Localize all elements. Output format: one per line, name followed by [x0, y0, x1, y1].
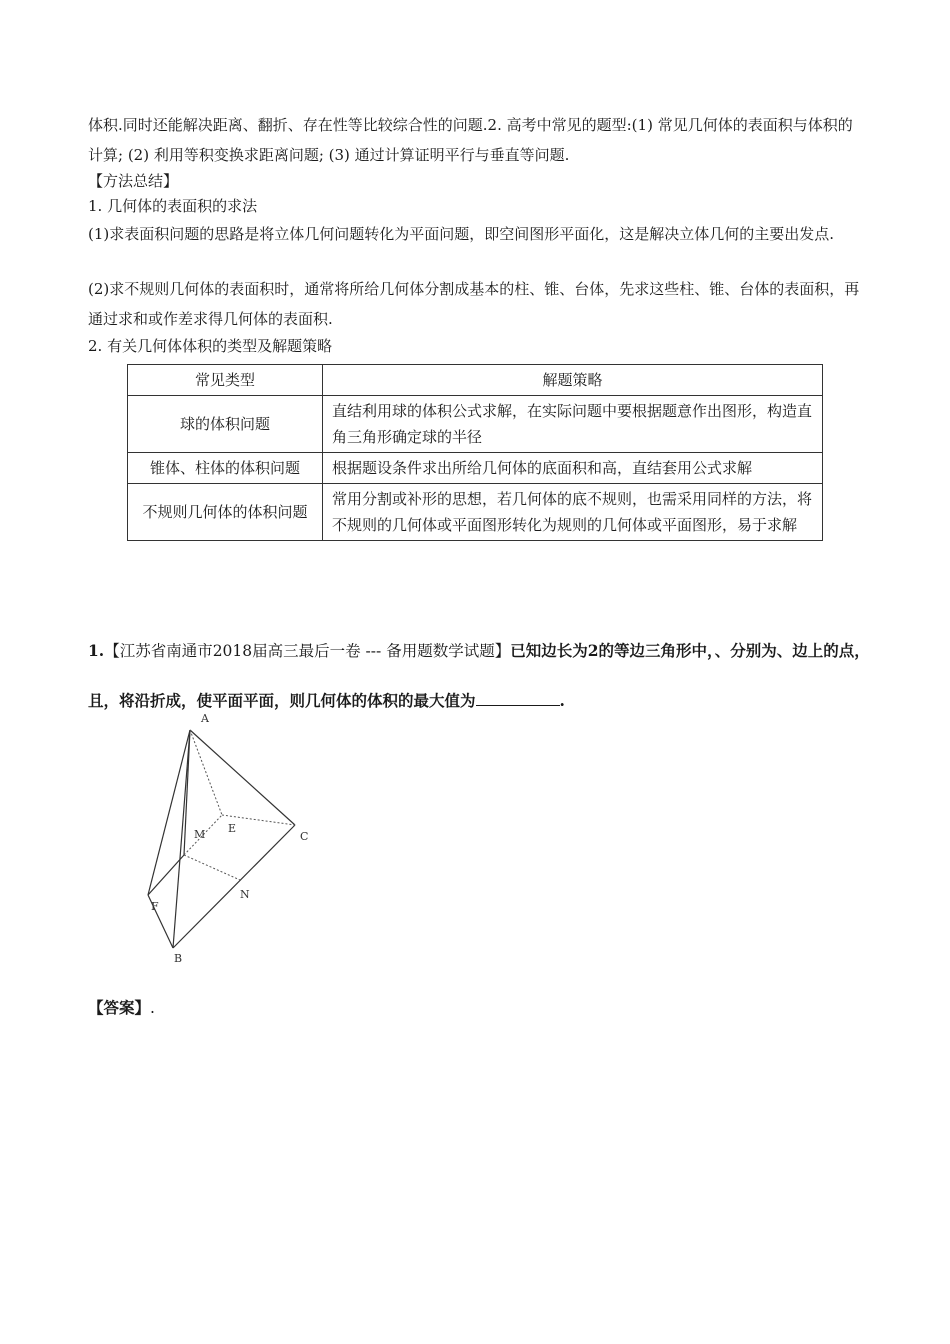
method-summary-heading: 【方法总结】 [88, 172, 179, 190]
volume-types-heading: 2. 有关几何体体积的类型及解题策略 [88, 337, 333, 355]
table-header-strategy: 解题策略 [323, 365, 823, 396]
table-row [128, 453, 823, 484]
question-end: . [559, 691, 565, 710]
table-cell-type: 不规则几何体的体积问题 [128, 484, 323, 541]
table-row [128, 484, 823, 541]
surface-area-heading: 1. 几何体的表面积的求法 [88, 197, 258, 215]
table-cell-strategy: 直结利用球的体积公式求解，在实际问题中要根据题意作出图形，构造直角三角形确定球的半径 [323, 396, 823, 453]
edge-ae-hidden [190, 730, 222, 815]
table-cell-type: 球的体积问题 [128, 396, 323, 453]
vertex-label-n: N [240, 888, 250, 901]
table-cell-type: 锥体、柱体的体积问题 [128, 453, 323, 484]
vertex-label-f: F [151, 900, 159, 913]
vertex-label-e: E [228, 822, 237, 835]
vertex-label-c: C [300, 830, 309, 843]
table-row [128, 396, 823, 453]
pyramid-figure [140, 705, 320, 970]
answer-label: 【答案】 [88, 998, 151, 1017]
question-number: 1. [88, 641, 105, 660]
surface-area-point-2: (2)求不规则几何体的表面积时，通常将所给几何体分割成基本的柱、锥、台体，先求这些柱、锥、台体的表面积，再通过求和或作差求得几何体的表面积. [88, 280, 860, 328]
intro-paragraph: 体积.同时还能解决距离、翻折、存在性等比较综合性的问题.2. 高考中常见的题型:(1) 常见几何体的表面积与体积的计算; (2) 利用等积变换求距离问题; (3) 通过计算证明平行与垂直等问题. [88, 116, 853, 164]
table-header-type: 常见类型 [128, 365, 323, 396]
vertex-label-m: M [194, 828, 206, 841]
vertex-label-b: B [174, 952, 183, 965]
question-text: 已知边长为2的等边三角形中，、分别为、边上的点，且，将沿折成，使平面平面，则几何体的体积的最大值为 [88, 641, 870, 710]
answer-line [88, 996, 155, 1020]
table-header-row [128, 365, 823, 396]
answer-text: . [150, 999, 155, 1017]
question-source: 【江苏省南通市2018届高三最后一卷 --- 备用题数学试题】 [104, 642, 511, 660]
table-cell-strategy: 常用分割或补形的思想，若几何体的底不规则，也需采用同样的方法，将不规则的几何体或平面图形转化为规则的几何体或平面图形，易于求解 [323, 484, 823, 541]
edge-ac [190, 730, 295, 825]
edge-mn-hidden [184, 855, 240, 880]
volume-strategy-table [127, 364, 823, 541]
surface-area-point-1: (1)求表面积问题的思路是将立体几何问题转化为平面问题，即空间图形平面化，这是解决立体几何的主要出发点. [88, 225, 835, 243]
vertex-label-a: A [201, 712, 209, 725]
table-cell-strategy: 根据题设条件求出所给几何体的底面积和高，直结套用公式求解 [323, 453, 823, 484]
answer-blank [476, 687, 560, 706]
edge-bc [173, 825, 295, 948]
